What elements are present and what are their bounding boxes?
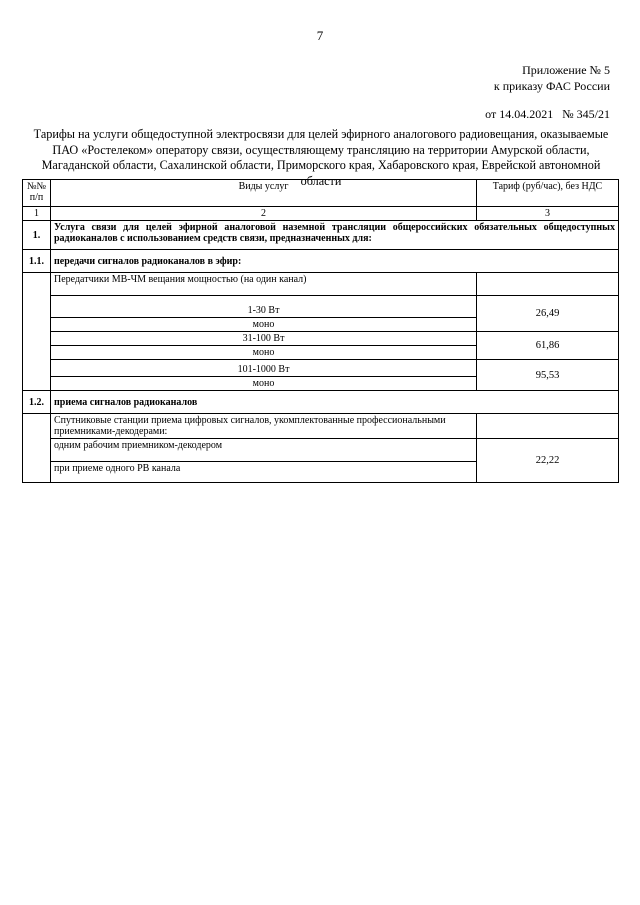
header-tariff: Тариф (руб/час), без НДС <box>477 180 619 207</box>
section-1-2-num: 1.2. <box>23 391 51 414</box>
section-1-1-desc-row <box>23 273 619 296</box>
power-row-3 <box>23 360 619 377</box>
col-num-1: 1 <box>23 207 51 221</box>
section-1-text: Услуга связи для целей эфирной аналоговой наземной трансляции общероссийских обязательных общедоступных радиоканалов с использованием средств связи, предназначенных для: <box>51 221 619 250</box>
section-1-1-desc: Передатчики МВ-ЧМ вещания мощностью (на один канал) <box>51 273 477 296</box>
section-1-2-desc-row <box>23 414 619 439</box>
tariff-value-1: 26,49 <box>477 296 619 332</box>
receiver-decoder-label: одним рабочим приемником-декодером <box>51 439 477 462</box>
table-header-row <box>23 180 619 207</box>
receiver-row-1 <box>23 439 619 462</box>
section-1-1-row <box>23 250 619 273</box>
mode-3: моно <box>51 377 477 391</box>
mode-1: моно <box>51 318 477 332</box>
tariff-value-3: 95,53 <box>477 360 619 391</box>
mode-2: моно <box>51 346 477 360</box>
section-1-num: 1. <box>23 221 51 250</box>
section-1-2-desc-tariff-blank <box>477 414 619 439</box>
header-service: Виды услуг <box>51 180 477 207</box>
col-num-3: 3 <box>477 207 619 221</box>
power-range-1: 1-30 Вт <box>51 296 477 318</box>
section-1-2-row <box>23 391 619 414</box>
page-number: 7 <box>316 28 324 43</box>
tariff-value-2: 61,86 <box>477 332 619 360</box>
document-title: Тарифы на услуги общедоступной электросвязи для целей эфирного аналогового радиовещания, оказываемые ПАО «Ростелеком» оператору связи, осуществляющему трансляцию на территории Амурской области, Магаданской области, Сахалинской области, Приморского края, Хабаровского края, Еврейской автономной области <box>33 127 609 188</box>
header-num: №№ п/п <box>23 180 51 207</box>
section-1-1-num: 1.1. <box>23 250 51 273</box>
order-number-date: от 14.04.2021 № 345/21 <box>485 107 610 121</box>
appendix-title: Приложение № 5 <box>522 63 610 77</box>
column-number-row <box>23 207 619 221</box>
tariff-table <box>22 179 619 483</box>
appendix-header <box>494 62 610 94</box>
power-row-2 <box>23 332 619 346</box>
col-num-2: 2 <box>51 207 477 221</box>
section-1-1-num-blank <box>23 273 51 391</box>
section-1-1-desc-tariff-blank <box>477 273 619 296</box>
power-row-1 <box>23 296 619 318</box>
section-1-2-text: приема сигналов радиоканалов <box>51 391 619 414</box>
single-channel-label: при приеме одного РВ канала <box>51 462 477 483</box>
section-1-2-num-blank <box>23 414 51 483</box>
section-1-2-desc: Спутниковые станции приема цифровых сигналов, укомплектованные профессиональными приемниками-декодерами: <box>51 414 477 439</box>
section-1-row <box>23 221 619 250</box>
appendix-order-ref: к приказу ФАС России <box>493 79 610 93</box>
power-range-3: 101-1000 Вт <box>51 360 477 377</box>
power-range-2: 31-100 Вт <box>51 332 477 346</box>
section-1-1-text: передачи сигналов радиоканалов в эфир: <box>51 250 619 273</box>
tariff-value-4: 22,22 <box>477 439 619 483</box>
